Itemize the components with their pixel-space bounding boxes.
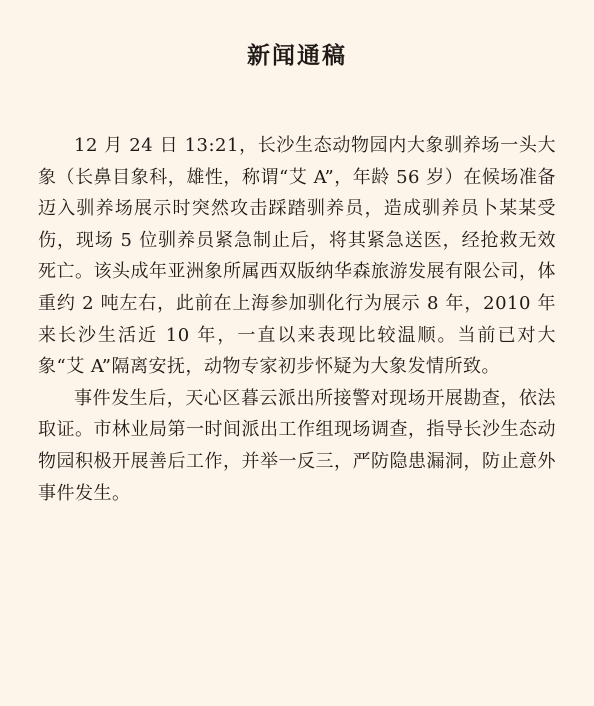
paragraph-followup: 事件发生后，天心区暮云派出所接警对现场开展勘查，依法取证。市林业局第一时间派出工作组现场调查，指导长沙生态动物园积极开展善后工作，并举一反三，严防隐患漏洞，防止意外事件发生。 <box>38 387 556 504</box>
paragraph-incident: 12 月 24 日 13:21，长沙生态动物园内大象驯养场一头大象（长鼻目象科，雄性，称谓“艾 A”，年龄 56 岁）在候场准备迈入驯养场展示时突然攻击踩踏驯养员，造成驯养员卜某某受伤，现场 5 位驯养员紧急制止后，将其紧急送医，经抢救无效死亡。该头成年亚洲象所属西双版纳华森旅游发展有限公司，体重约 2 吨左右，此前在上海参加驯化行为展示 8 年，2010 年来长沙生活近 10 年，一直以来表现比较温顺。当前已对大象“艾 A”隔离安抚，动物专家初步怀疑为大象发情所致。 <box>38 135 556 378</box>
document-body <box>38 130 556 509</box>
document-title: 新闻通稿 <box>247 43 347 69</box>
